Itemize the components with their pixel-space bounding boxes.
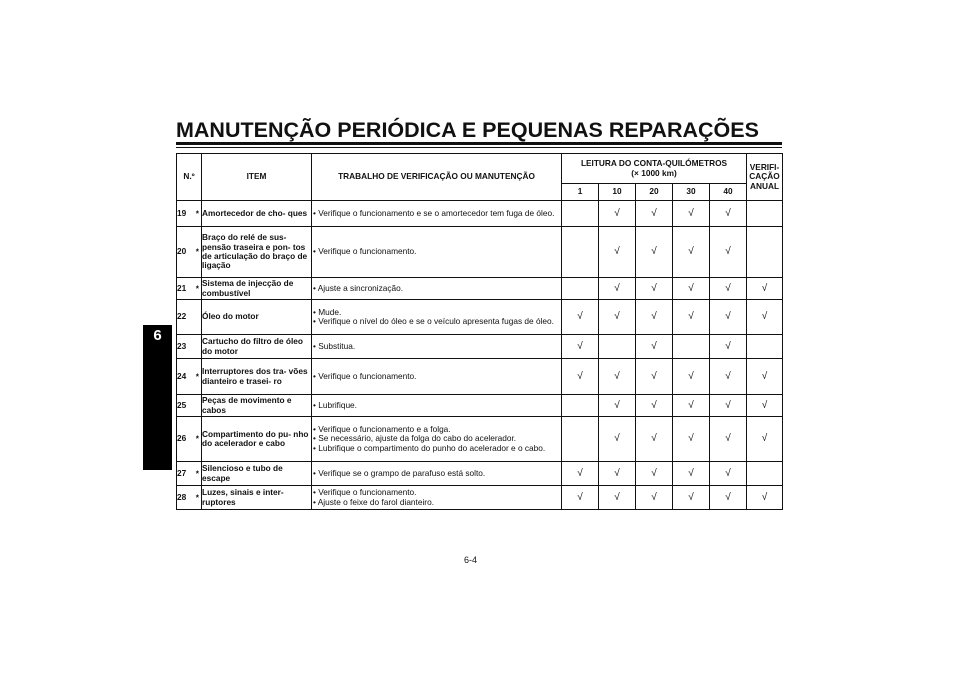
- header-km-30: 30: [673, 184, 710, 201]
- check-mark: √: [725, 370, 731, 382]
- row-number-text: 20: [177, 246, 187, 257]
- check-mark: √: [614, 491, 620, 503]
- row-number: [177, 417, 202, 462]
- interval-check-cell: [562, 462, 599, 486]
- check-mark: √: [725, 282, 731, 294]
- annual-check-cell: [747, 486, 783, 510]
- row-work: [312, 417, 562, 462]
- work-step: • Verifique o nível do óleo e se o veículo apresenta fugas de óleo.: [313, 316, 554, 326]
- row-work: [312, 278, 562, 300]
- check-mark: √: [725, 491, 731, 503]
- annual-check-cell: [747, 300, 783, 335]
- interval-check-cell: [599, 486, 636, 510]
- work-step: • Verifique o funcionamento e a folga.: [313, 424, 451, 435]
- interval-check-cell: [710, 227, 747, 278]
- annual-check-cell: [747, 462, 783, 486]
- interval-check-cell: [562, 417, 599, 462]
- check-mark: √: [651, 370, 657, 382]
- interval-check-cell: [710, 201, 747, 227]
- chapter-number: 6: [153, 327, 162, 344]
- interval-check-cell: [562, 278, 599, 300]
- check-mark: √: [614, 207, 620, 219]
- check-mark: √: [761, 311, 768, 323]
- row-number-text: 23: [177, 340, 187, 351]
- table-row: [177, 462, 783, 486]
- check-mark: √: [688, 282, 694, 294]
- row-number: [177, 486, 202, 510]
- check-mark: √: [651, 207, 657, 219]
- table-row: [177, 395, 783, 417]
- row-number-text: 24: [177, 370, 187, 381]
- row-item: Compartimento do pu- nho do acelerador e cabo: [202, 417, 312, 462]
- check-mark: √: [651, 467, 657, 479]
- table-row: [177, 417, 783, 462]
- interval-check-cell: [562, 227, 599, 278]
- interval-check-cell: [636, 417, 673, 462]
- row-work: [312, 486, 562, 510]
- interval-check-cell: [636, 359, 673, 395]
- header-odometer: [562, 154, 747, 184]
- header-km-1: 1: [562, 184, 599, 201]
- work-step: • Verifique o funcionamento e se o amortecedor tem fuga de óleo.: [313, 207, 555, 218]
- row-item: Sistema de injecção de combustível: [202, 278, 312, 300]
- dealer-service-asterisk: *: [195, 491, 200, 502]
- interval-check-cell: [562, 300, 599, 335]
- annual-check-cell: [747, 278, 783, 300]
- row-number: [177, 201, 202, 227]
- interval-check-cell: [562, 359, 599, 395]
- work-step: • Verifique o funcionamento.: [313, 246, 417, 257]
- interval-check-cell: [636, 462, 673, 486]
- check-mark: √: [688, 311, 694, 323]
- check-mark: √: [725, 467, 731, 479]
- check-mark: √: [577, 311, 583, 323]
- header-annual: VERIFI- CAÇÃO ANUAL: [747, 154, 783, 201]
- check-mark: √: [614, 433, 620, 445]
- header-km-20: 20: [636, 184, 673, 201]
- row-number-text: 28: [177, 491, 187, 502]
- table-row: [177, 486, 783, 510]
- row-item: Peças de movimento e cabos: [202, 395, 312, 417]
- annual-check-cell: [747, 395, 783, 417]
- interval-check-cell: [636, 335, 673, 359]
- annual-check-cell: [747, 417, 783, 462]
- check-mark: √: [688, 370, 694, 382]
- interval-check-cell: [710, 486, 747, 510]
- check-mark: √: [725, 340, 731, 352]
- check-mark: √: [725, 207, 731, 219]
- check-mark: √: [614, 467, 620, 479]
- dealer-service-asterisk: *: [195, 282, 200, 293]
- header-odometer-label: LEITURA DO CONTA-QUILÓMETROS: [580, 158, 728, 169]
- work-step: • Ajuste a sincronização.: [313, 282, 404, 293]
- row-work: [312, 359, 562, 395]
- row-number-text: 19: [177, 207, 187, 218]
- interval-check-cell: [710, 417, 747, 462]
- row-number: [177, 300, 202, 335]
- row-number: [177, 278, 202, 300]
- work-step: • Lubrifique.: [313, 399, 357, 410]
- check-mark: √: [577, 370, 583, 382]
- row-item: Óleo do motor: [202, 300, 312, 335]
- interval-check-cell: [673, 462, 710, 486]
- table-row: [177, 300, 783, 335]
- interval-check-cell: [599, 227, 636, 278]
- interval-check-cell: [562, 486, 599, 510]
- header-km-40: 40: [710, 184, 747, 201]
- dealer-service-asterisk: *: [195, 370, 200, 381]
- annual-check-cell: [747, 227, 783, 278]
- interval-check-cell: [710, 359, 747, 395]
- interval-check-cell: [562, 335, 599, 359]
- interval-check-cell: [599, 462, 636, 486]
- interval-check-cell: [636, 278, 673, 300]
- check-mark: √: [577, 491, 583, 503]
- header-km-10: 10: [599, 184, 636, 201]
- table-row: [177, 335, 783, 359]
- row-number: [177, 227, 202, 278]
- check-mark: √: [651, 340, 657, 352]
- row-work: [312, 395, 562, 417]
- chapter-tab: [143, 325, 172, 470]
- row-item: Luzes, sinais e inter- ruptores: [202, 486, 312, 510]
- interval-check-cell: [710, 278, 747, 300]
- interval-check-cell: [636, 227, 673, 278]
- interval-check-cell: [710, 335, 747, 359]
- row-item: Cartucho do filtro de óleo do motor: [202, 335, 312, 359]
- check-mark: √: [688, 467, 694, 479]
- row-work: [312, 462, 562, 486]
- annual-check-cell: [747, 201, 783, 227]
- dealer-service-asterisk: *: [195, 433, 200, 444]
- interval-check-cell: [599, 395, 636, 417]
- row-number-text: 21: [177, 282, 187, 293]
- interval-check-cell: [710, 395, 747, 417]
- check-mark: √: [614, 311, 620, 323]
- check-mark: √: [651, 491, 657, 503]
- dealer-service-asterisk: *: [195, 467, 200, 478]
- row-work: [312, 227, 562, 278]
- check-mark: √: [725, 399, 731, 411]
- maintenance-table: [176, 153, 783, 510]
- check-mark: √: [614, 370, 620, 382]
- row-number: [177, 462, 202, 486]
- check-mark: √: [725, 311, 731, 323]
- header-odometer-unit: (× 1000 km): [631, 167, 677, 178]
- check-mark: √: [761, 433, 768, 445]
- dealer-service-asterisk: *: [195, 246, 200, 257]
- interval-check-cell: [636, 300, 673, 335]
- row-work: [312, 201, 562, 227]
- check-mark: √: [651, 246, 657, 258]
- table-row: [177, 201, 783, 227]
- work-step: • Ajuste o feixe do farol dianteiro.: [313, 496, 434, 507]
- work-step: • Verifique se o grampo de parafuso está solto.: [313, 467, 486, 478]
- check-mark: √: [614, 246, 620, 258]
- row-number: [177, 395, 202, 417]
- check-mark: √: [761, 370, 768, 382]
- check-mark: √: [651, 282, 657, 294]
- interval-check-cell: [673, 359, 710, 395]
- interval-check-cell: [673, 300, 710, 335]
- row-item: Braço do relé de sus- pensão traseira e pon- tos de articulação do braço de ligação: [202, 227, 312, 278]
- row-item: Amortecedor de cho- ques: [202, 201, 312, 227]
- annual-check-cell: [747, 335, 783, 359]
- table-row: [177, 278, 783, 300]
- row-item: Interruptores dos tra- vões dianteiro e trasei- ro: [202, 359, 312, 395]
- interval-check-cell: [673, 335, 710, 359]
- work-step: • Se necessário, ajuste da folga do cabo do acelerador.: [313, 433, 517, 444]
- page-number: 6-4: [464, 555, 478, 565]
- row-number: [177, 359, 202, 395]
- header-num: N.º: [177, 154, 202, 201]
- dealer-service-asterisk: *: [195, 207, 200, 218]
- header-item: ITEM: [202, 154, 312, 201]
- check-mark: √: [688, 246, 694, 258]
- row-work: [312, 335, 562, 359]
- interval-check-cell: [636, 395, 673, 417]
- interval-check-cell: [710, 462, 747, 486]
- check-mark: √: [614, 399, 620, 411]
- interval-check-cell: [636, 486, 673, 510]
- row-number-text: 26: [177, 433, 187, 444]
- row-number-text: 22: [177, 311, 187, 322]
- check-mark: √: [688, 433, 694, 445]
- interval-check-cell: [673, 278, 710, 300]
- check-mark: √: [651, 399, 657, 411]
- interval-check-cell: [599, 201, 636, 227]
- interval-check-cell: [710, 300, 747, 335]
- row-work: [312, 300, 562, 335]
- row-number: [177, 335, 202, 359]
- page-title: MANUTENÇÃO PERIÓDICA E PEQUENAS REPARAÇÕES: [176, 118, 759, 142]
- check-mark: √: [577, 467, 583, 479]
- check-mark: √: [651, 433, 657, 445]
- check-mark: √: [688, 491, 694, 503]
- work-step: • Lubrifique o compartimento do punho do acelerador e o cabo.: [313, 442, 546, 453]
- check-mark: √: [688, 399, 694, 411]
- interval-check-cell: [599, 417, 636, 462]
- check-mark: √: [761, 491, 768, 503]
- annual-check-cell: [747, 359, 783, 395]
- interval-check-cell: [673, 417, 710, 462]
- row-number-text: 25: [177, 399, 187, 410]
- interval-check-cell: [673, 486, 710, 510]
- row-item: Silencioso e tubo de escape: [202, 462, 312, 486]
- row-number-text: 27: [177, 467, 187, 478]
- title-rule: [176, 142, 782, 148]
- header-work: TRABALHO DE VERIFICAÇÃO OU MANUTENÇÃO: [312, 154, 562, 201]
- interval-check-cell: [599, 300, 636, 335]
- interval-check-cell: [562, 395, 599, 417]
- interval-check-cell: [673, 201, 710, 227]
- interval-check-cell: [673, 227, 710, 278]
- table-row: [177, 227, 783, 278]
- interval-check-cell: [599, 359, 636, 395]
- check-mark: √: [725, 433, 731, 445]
- work-step: • Verifique o funcionamento.: [313, 487, 417, 498]
- check-mark: √: [688, 207, 694, 219]
- work-step: • Verifique o funcionamento.: [313, 370, 417, 381]
- check-mark: √: [725, 246, 731, 258]
- interval-check-cell: [636, 201, 673, 227]
- interval-check-cell: [562, 201, 599, 227]
- interval-check-cell: [673, 395, 710, 417]
- check-mark: √: [651, 311, 657, 323]
- check-mark: √: [614, 282, 620, 294]
- work-step: • Mude.: [313, 306, 342, 317]
- check-mark: √: [761, 399, 768, 411]
- interval-check-cell: [599, 278, 636, 300]
- interval-check-cell: [599, 335, 636, 359]
- work-step: • Substitua.: [313, 340, 356, 351]
- check-mark: √: [761, 282, 768, 294]
- check-mark: √: [577, 340, 583, 352]
- table-row: [177, 359, 783, 395]
